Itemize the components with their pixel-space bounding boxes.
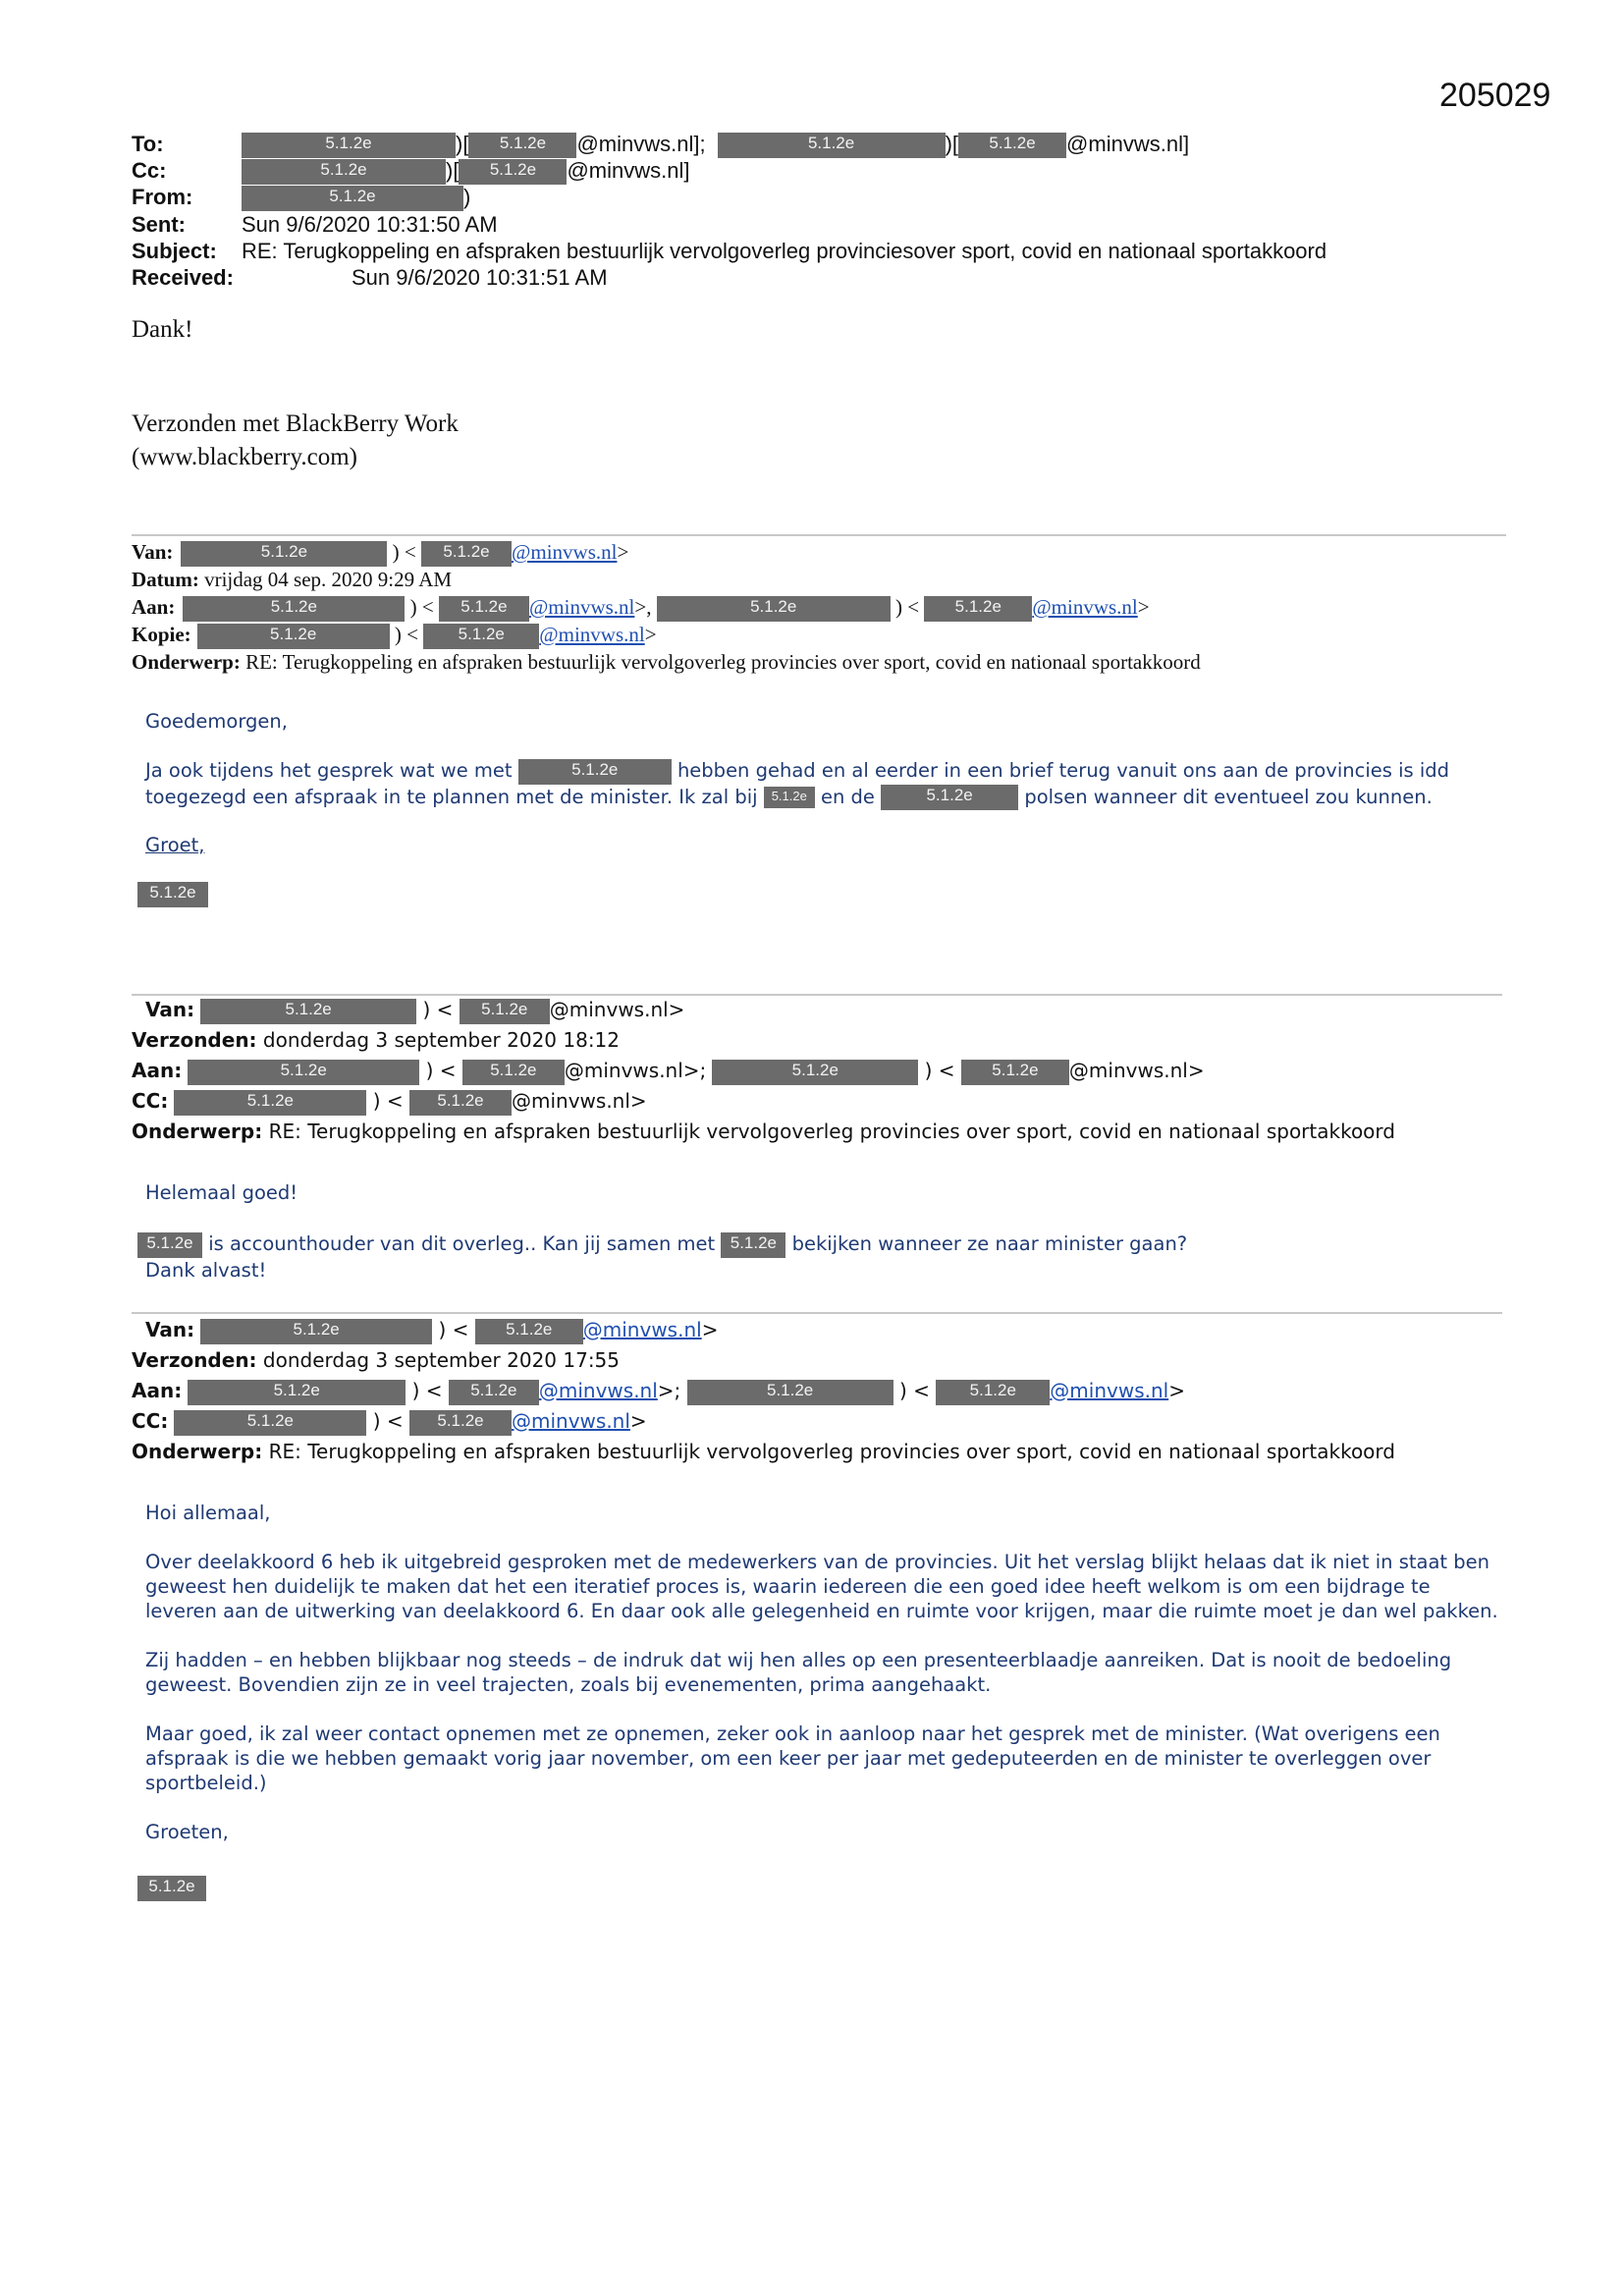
greeting: Helemaal goed! [145,1181,298,1204]
redaction-box: 5.1.2e [137,1232,202,1258]
redaction-box: 5.1.2e [423,624,539,649]
bracket-text: > [1137,595,1150,619]
cc-label: Cc: [132,158,167,183]
redaction-box: 5.1.2e [460,999,550,1024]
onderwerp-row [132,1120,1395,1143]
redaction-box: 5.1.2e [181,541,387,567]
van-row [145,1318,718,1344]
redaction-box: 5.1.2e [718,133,946,158]
onderwerp-label: Onderwerp: [132,1120,263,1143]
bracket-text: ) < [366,1409,409,1433]
redaction-box: 5.1.2e [468,133,576,158]
onderwerp-label: Onderwerp: [132,650,241,674]
subject-row [132,239,1326,264]
to-label: To: [132,132,164,156]
text-span: is accounthouder van dit overleg.. Kan jij samen met [208,1232,716,1255]
aan-row [132,1059,1205,1085]
cc-row [132,158,689,185]
van-label: Van: [145,998,195,1021]
email-domain: @minvws.nl> [549,998,685,1021]
van-row [132,540,628,567]
message-body [145,1501,1500,1844]
aan-row [132,1379,1185,1405]
paragraph [145,758,1500,810]
onderwerp-value: RE: Terugkoppeling en afspraken bestuurlijk vervolgoverleg provincies over sport, covid en nationaal sportakkoord [268,1120,1395,1143]
bracket-text: ) < [405,595,439,619]
email-domain: @minvws.nl>; [564,1059,707,1082]
bracket-text: ) < [432,1318,475,1341]
bracket-text: > [701,1318,719,1341]
paragraph: Maar goed, ik zal weer contact opnemen met ze opnemen, zeker ook in aanloop naar het gesprek met de minister. (Wat overigens een afspraak is die we hebben gemaakt vorig jaar november, om een keer per jaar met gedeputeerden en de minister te overleggen over sportbeleid.) [145,1722,1440,1794]
bracket-text: )[ [456,132,469,156]
email-link[interactable]: @minvws.nl [512,1409,630,1433]
redaction-box: 5.1.2e [958,133,1066,158]
redaction-box: 5.1.2e [409,1410,512,1436]
signature-line: (www.blackberry.com) [132,444,357,470]
cc-row [132,1409,647,1436]
bracket-text: >; [657,1379,687,1402]
redaction-box: 5.1.2e [137,1876,206,1901]
bracket-text: ) < [387,540,422,564]
signature-redaction [137,1876,206,1901]
bracket-text: >, [634,595,657,619]
subject-value: RE: Terugkoppeling en afspraken bestuurlijk vervolgoverleg provinciesover sport, covid en nationaal sportakkoord [242,239,1327,263]
paragraph: Over deelakkoord 6 heb ik uitgebreid gesproken met de medewerkers van de provincies. Uit het verslag blijkt helaas dat ik niet in staat ben geweest hen duidelijk te maken dat het een iteratief proces is, waarin iedereen die een goed idee heeft welkom is om een bijdrage te leveren aan de uitwerking van deelakkoord 6. En daar ook alle gelegenheid en ruimte voor krijgen, maar die ruimte moet je dan wel pakken. [145,1551,1498,1622]
bracket-text: )[ [446,158,460,183]
subject-label: Subject: [132,239,217,263]
text-span: Ja ook tijdens het gesprek wat we met [145,759,513,782]
redaction-box: 5.1.2e [881,785,1018,810]
redaction-box: 5.1.2e [200,1319,432,1344]
greeting: Hoi allemaal, [145,1502,271,1524]
message-body [145,709,1500,857]
document-number: 205029 [1439,77,1551,114]
email-domain: @minvws.nl]; [576,132,706,156]
aan-label: Aan: [132,1379,183,1402]
redaction-box: 5.1.2e [712,1060,918,1085]
kopie-label: Kopie: [132,623,191,646]
bracket-text: > [644,623,657,646]
onderwerp-label: Onderwerp: [132,1440,263,1463]
greeting: Goedemorgen, [145,710,288,733]
email-domain: @minvws.nl] [1066,132,1190,156]
email-link[interactable]: @minvws.nl [538,1379,658,1402]
verzonden-value: donderdag 3 september 2020 17:55 [262,1348,621,1372]
datum-row [132,568,452,592]
bracket-text: ) < [406,1379,449,1402]
redaction-box: 5.1.2e [449,1380,539,1405]
bracket-text: ) < [389,623,424,646]
bracket-text: )[ [945,132,959,156]
redaction-box: 5.1.2e [174,1410,366,1436]
redaction-box: 5.1.2e [961,1060,1069,1085]
sent-value: Sun 9/6/2020 10:31:50 AM [242,212,498,237]
redaction-box: 5.1.2e [242,159,446,185]
text-span: bekijken wanneer ze naar minister gaan? [791,1232,1188,1255]
onderwerp-value: RE: Terugkoppeling en afspraken bestuurlijk vervolgoverleg provincies over sport, covid en nationaal sportakkoord [268,1440,1395,1463]
email-link[interactable]: @minvws.nl [582,1318,702,1341]
to-row [132,132,1189,158]
bracket-text: ) < [419,1059,462,1082]
redaction-box: 5.1.2e [462,1060,565,1085]
email-link[interactable]: @minvws.nl [539,623,645,646]
redaction-box: 5.1.2e [242,133,456,158]
redaction-box: 5.1.2e [518,759,672,785]
received-label: Received: [132,265,234,290]
redaction-box: 5.1.2e [657,596,891,622]
cc-label: CC: [132,1089,169,1113]
redaction-box: 5.1.2e [183,596,405,622]
van-label: Van: [132,540,174,564]
verzonden-label: Verzonden: [132,1028,257,1052]
closing: Groet, [145,834,205,856]
bracket-text: ) [463,185,471,209]
bracket-text: ) < [416,998,460,1021]
divider [132,1312,1502,1314]
datum-value: vrijdag 04 sep. 2020 9:29 AM [204,568,453,591]
email-link[interactable]: @minvws.nl [1032,595,1138,619]
redaction-box: 5.1.2e [475,1319,583,1344]
closing: Groeten, [145,1821,229,1843]
email-domain: @minvws.nl> [512,1089,647,1113]
redaction-box: 5.1.2e [174,1090,366,1116]
bracket-text: ) < [893,1379,937,1402]
bracket-text: ) < [366,1089,409,1113]
redaction-box: 5.1.2e [764,787,815,808]
redaction-box: 5.1.2e [936,1380,1050,1405]
redaction-box: 5.1.2e [687,1380,893,1405]
redaction-box: 5.1.2e [409,1090,512,1116]
text-span: polsen wanneer dit eventueel zou kunnen. [1024,785,1433,808]
onderwerp-row [132,650,1201,675]
from-label: From: [132,185,193,209]
aan-label: Aan: [132,1059,183,1082]
message-body [145,1180,1500,1230]
verzonden-value: donderdag 3 september 2020 18:12 [262,1028,621,1052]
sent-row [132,212,498,238]
kopie-row [132,623,657,649]
email-domain: @minvws.nl> [1068,1059,1205,1082]
email-link[interactable]: @minvws.nl [1050,1379,1169,1402]
redaction-box: 5.1.2e [721,1232,785,1258]
aan-label: Aan: [132,595,176,619]
verzonden-row [132,1348,620,1372]
text-span: en de [820,785,875,808]
email-link[interactable]: @minvws.nl [512,540,618,564]
from-row [132,185,470,211]
redaction-box: 5.1.2e [197,624,390,649]
received-row [132,265,608,291]
bracket-text: > [629,1409,647,1433]
bracket-text: > [617,540,629,564]
redaction-box: 5.1.2e [242,186,463,211]
bracket-text: ) < [918,1059,961,1082]
onderwerp-row [132,1440,1395,1463]
redaction-box: 5.1.2e [200,999,416,1024]
received-value: Sun 9/6/2020 10:31:51 AM [352,265,608,290]
email-link[interactable]: @minvws.nl [528,595,635,619]
verzonden-label: Verzonden: [132,1348,257,1372]
redaction-box: 5.1.2e [459,159,567,185]
onderwerp-value: RE: Terugkoppeling en afspraken bestuurlijk vervolgoverleg provincies over sport, covid en nationaal sportakkoord [245,650,1201,674]
van-label: Van: [145,1318,195,1341]
email-domain: @minvws.nl] [567,158,690,183]
text-span: Dank alvast! [145,1258,267,1282]
van-row [145,998,684,1024]
signature-redaction [137,882,208,907]
divider [132,994,1502,996]
reply-text: Dank! [132,316,193,343]
aan-row [132,595,1150,622]
datum-label: Datum: [132,568,199,591]
redaction-box: 5.1.2e [421,541,512,567]
text-span: hebben gehad en al eerder in een brief terug vanuit ons aan de provincies is idd toegezegd een afspraak in te plannen met de minister. Ik zal bij [145,759,1450,808]
redaction-box: 5.1.2e [137,882,208,907]
message-paragraph [137,1231,1502,1283]
redaction-box: 5.1.2e [924,596,1032,622]
sent-label: Sent: [132,212,186,237]
cc-label: CC: [132,1409,169,1433]
verzonden-row [132,1028,620,1052]
redaction-box: 5.1.2e [188,1380,406,1405]
redaction-box: 5.1.2e [188,1060,419,1085]
bracket-text: ) < [890,595,925,619]
paragraph: Zij hadden – en hebben blijkbaar nog steeds – de indruk dat wij hen alles op een presenteerblaadje aanreiken. Dat is nooit de bedoeling geweest. Bovendien zijn ze in veel trajecten, zoals bij evenementen, prima aangehaakt. [145,1649,1452,1696]
redaction-box: 5.1.2e [439,596,529,622]
bracket-text: > [1168,1379,1185,1402]
divider [132,534,1506,536]
cc-row [132,1089,647,1116]
signature-line: Verzonden met BlackBerry Work [132,410,459,437]
